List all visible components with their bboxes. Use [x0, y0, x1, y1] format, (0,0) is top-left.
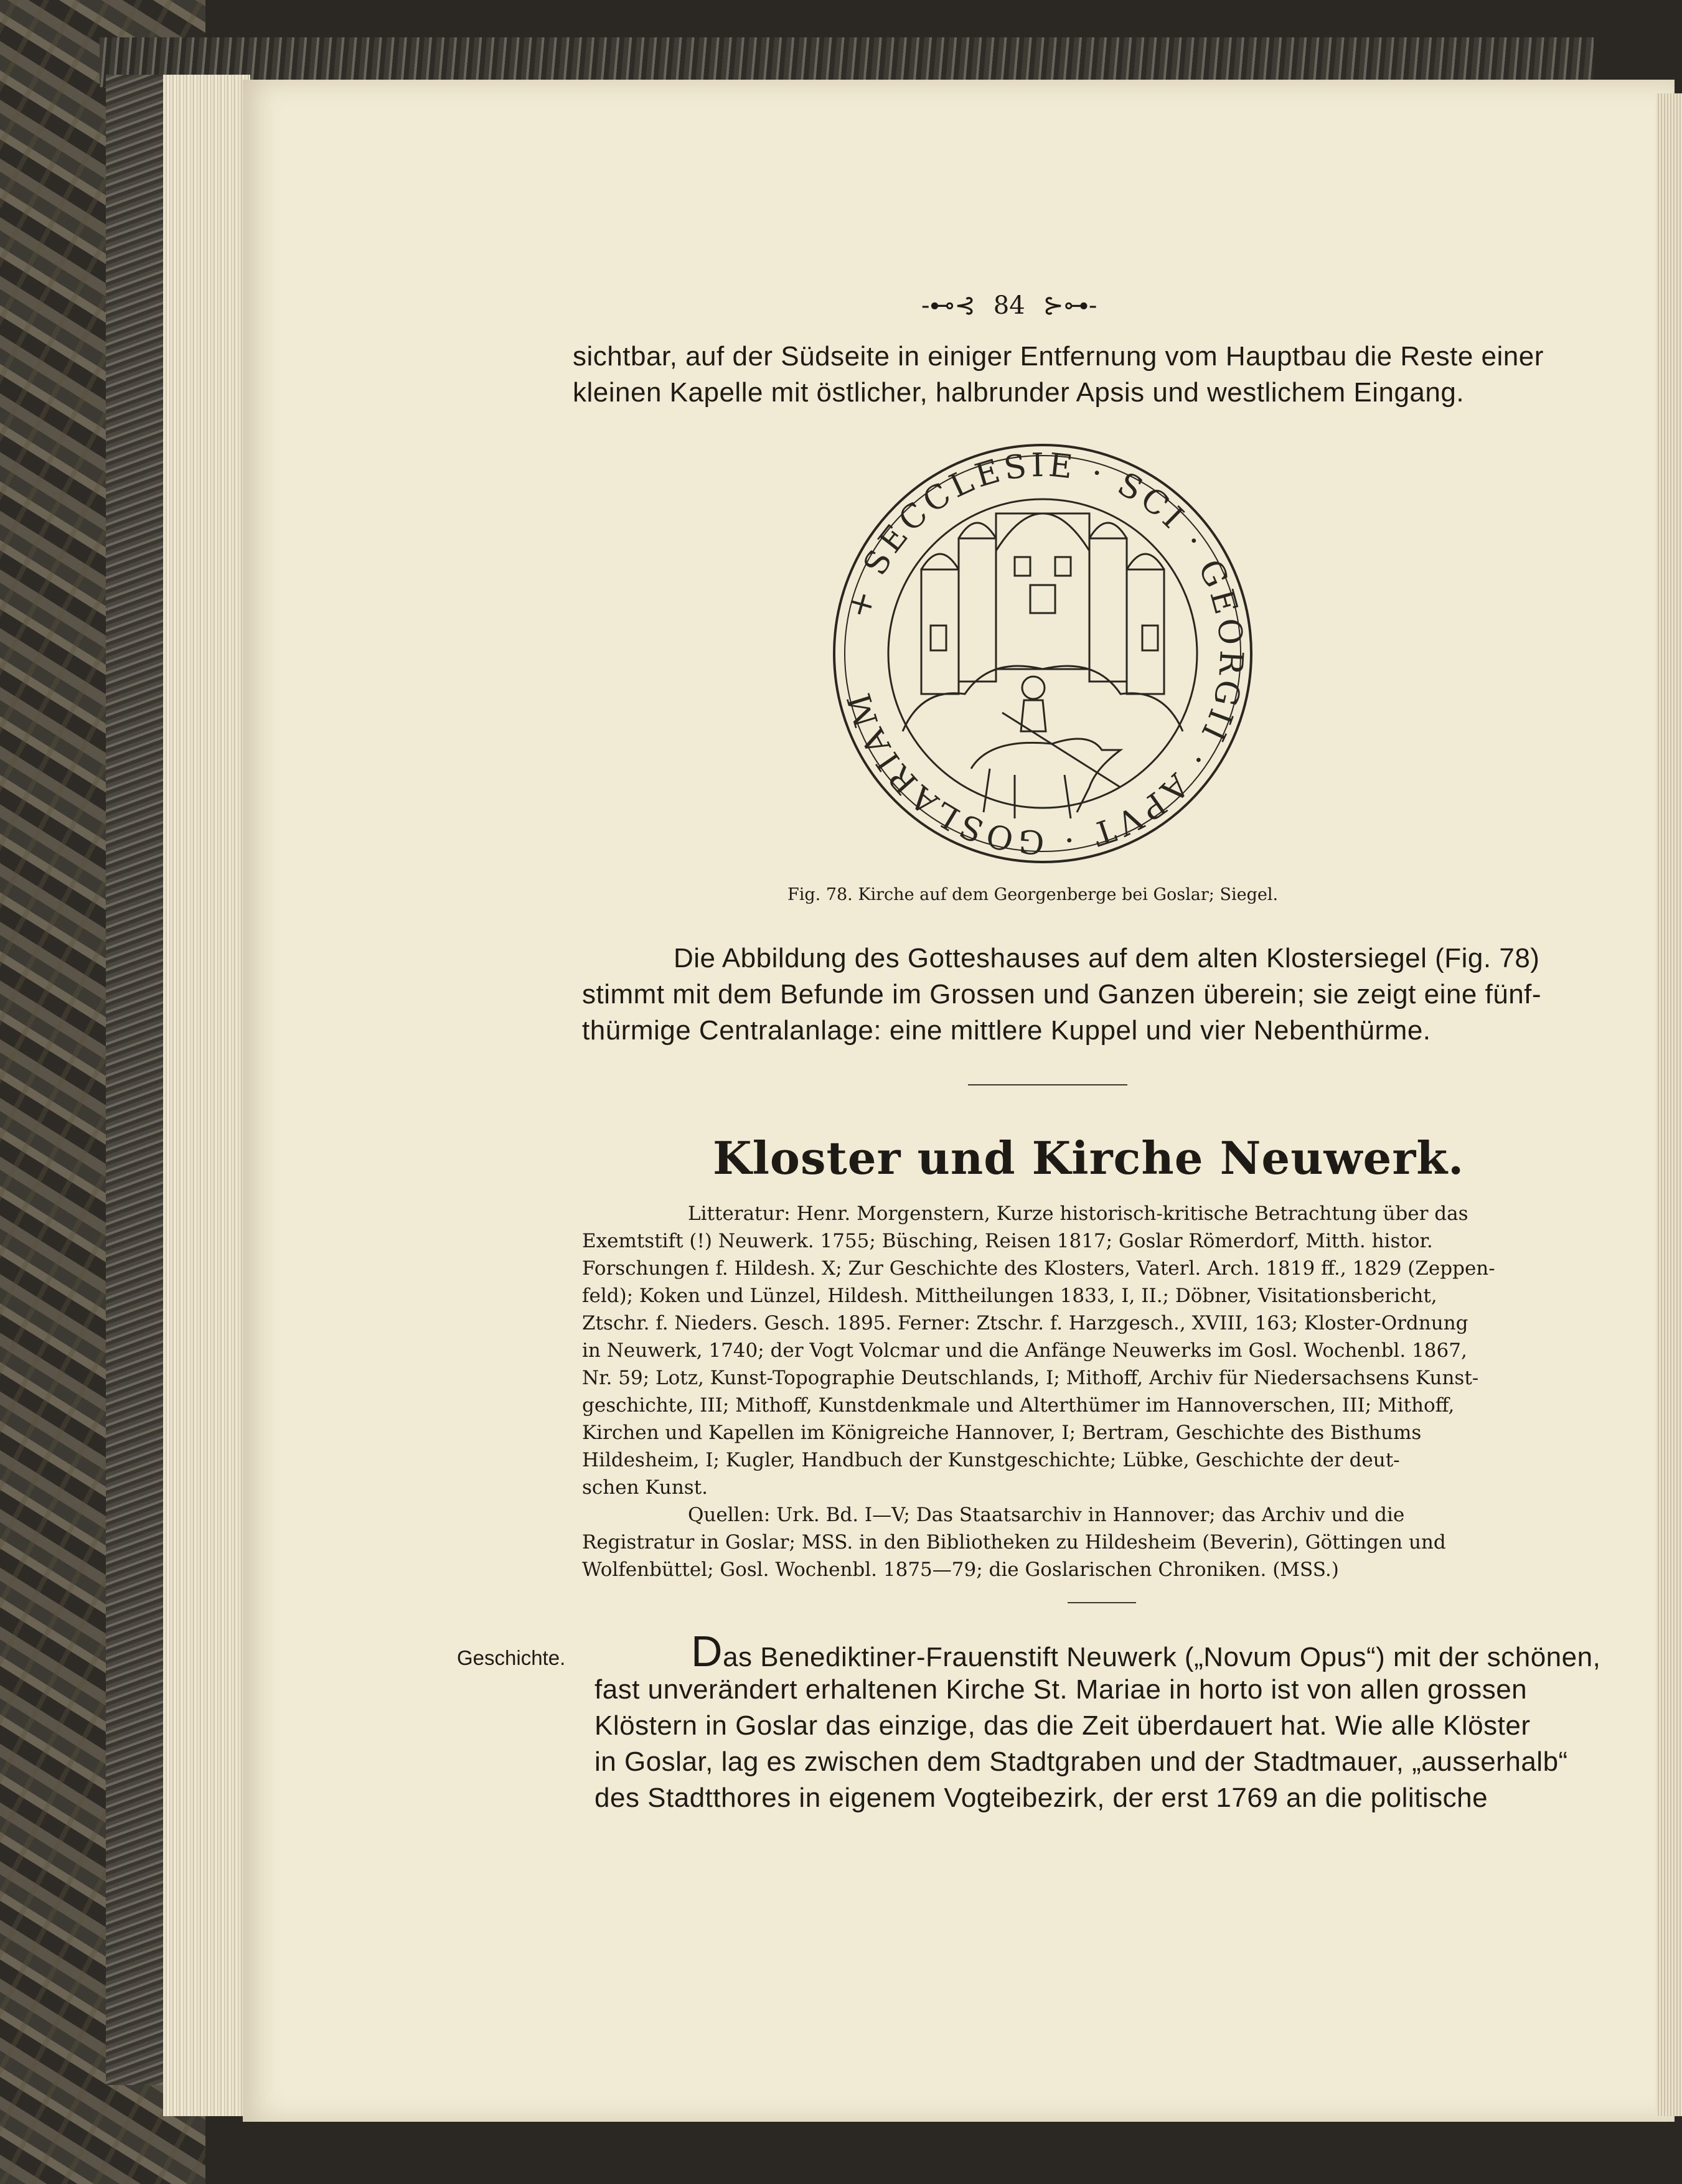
- literature-line-11: schen Kunst.: [582, 1476, 708, 1499]
- page-number-ornament-right: ⊱⊶-: [1043, 291, 1097, 320]
- literature-line-5: Ztschr. f. Nieders. Gesch. 1895. Ferner: Ztschr. f. Harzgesch., XVIII, 163; Kloster-Ordnung: [582, 1312, 1468, 1334]
- page-number: [921, 291, 1097, 320]
- history-line-3: Klöstern in Goslar das einzige, das die Zeit überdauert hat. Wie alle Klöster: [594, 1710, 1531, 1741]
- literature-line-9: Kirchen und Kapellen im Königreiche Hannover, I; Bertram, Geschichte des Bisthums: [582, 1422, 1422, 1444]
- history-line-1: [691, 1629, 1600, 1673]
- sources-line-2: Registratur in Goslar; MSS. in den Bibliotheken zu Hildesheim (Beverin), Göttingen und: [582, 1531, 1446, 1554]
- intro-line-2: kleinen Kapelle mit östlicher, halbrunder Apsis und westlichem Eingang.: [573, 377, 1465, 408]
- history-line-1-text: as Benediktiner-Frauenstift Neuwerk („Novum Opus“) mit der schönen,: [723, 1642, 1601, 1672]
- page-edges-left: [163, 75, 250, 2116]
- drop-cap: D: [691, 1627, 723, 1675]
- para-line-1: Die Abbildung des Gotteshauses auf dem alten Klostersiegel (Fig. 78): [674, 943, 1540, 973]
- literature-line-7: Nr. 59; Lotz, Kunst-Topographie Deutschlands, I; Mithoff, Archiv für Niedersachsens Kunst-: [582, 1367, 1479, 1389]
- section-divider: [968, 1084, 1127, 1085]
- seal-legend: + SECCLESIE · SCI · GEORGII · APVT · GOSLARIAM: [839, 446, 1250, 861]
- intro-line-1: sichtbar, auf der Südseite in einiger Entfernung vom Hauptbau die Reste einer: [573, 341, 1544, 372]
- para-line-2: stimmt mit dem Befunde im Grossen und Ganzen überein; sie zeigt eine fünf-: [582, 979, 1542, 1010]
- page-edges-right: [1656, 93, 1682, 2116]
- literature-line-4: feld); Koken und Lünzel, Hildesh. Mittheilungen 1833, I, II.; Döbner, Visitationsbericht,: [582, 1285, 1437, 1307]
- sources-line-1: Quellen: Urk. Bd. I—V; Das Staatsarchiv in Hannover; das Archiv und die: [688, 1504, 1405, 1526]
- seal-illustration: [828, 439, 1257, 868]
- section-heading: Kloster und Kirche Neuwerk.: [713, 1132, 1465, 1184]
- church-towers: [903, 513, 1183, 731]
- literature-line-3: Forschungen f. Hildesh. X; Zur Geschichte des Klosters, Vaterl. Arch. 1819 ff., 1829 (Zeppen-: [582, 1257, 1495, 1280]
- history-line-5: des Stadtthores in eigenem Vogteibezirk, der erst 1769 an die politische: [594, 1783, 1488, 1813]
- short-divider: [1068, 1602, 1136, 1603]
- literature-line-10: Hildesheim, I; Kugler, Handbuch der Kunstgeschichte; Lübke, Geschichte der deut-: [582, 1449, 1400, 1471]
- page-number-ornament-left: -⊷⊰: [921, 291, 976, 320]
- literature-line-2: Exemtstift (!) Neuwerk. 1755; Büsching, Reisen 1817; Goslar Römerdorf, Mitth. histor.: [582, 1230, 1433, 1252]
- history-line-2: fast unverändert erhaltenen Kirche St. Mariae in horto ist von allen grossen: [594, 1674, 1528, 1705]
- para-line-3: thürmige Centralanlage: eine mittlere Kuppel und vier Nebenthürme.: [582, 1015, 1431, 1046]
- literature-line-8: geschichte, III; Mithoff, Kunstdenkmale und Alterthümer im Hannoverschen, III; Mithoff,: [582, 1394, 1455, 1417]
- history-line-4: in Goslar, lag es zwischen dem Stadtgraben und der Stadtmauer, „ausserhalb“: [594, 1746, 1568, 1777]
- margin-label: Geschichte.: [457, 1646, 566, 1669]
- literature-line-1: Litteratur: Henr. Morgenstern, Kurze historisch-kritische Betrachtung über das: [688, 1202, 1468, 1225]
- sources-line-3: Wolfenbüttel; Gosl. Wochenbl. 1875—79; die Goslarischen Chroniken. (MSS.): [582, 1558, 1339, 1581]
- figure-caption: Fig. 78. Kirche auf dem Georgenberge bei Goslar; Siegel.: [787, 885, 1279, 904]
- page-number-value: 84: [993, 291, 1025, 320]
- literature-line-6: in Neuwerk, 1740; der Vogt Volcmar und die Anfänge Neuwerks im Gosl. Wochenbl. 1867,: [582, 1339, 1467, 1362]
